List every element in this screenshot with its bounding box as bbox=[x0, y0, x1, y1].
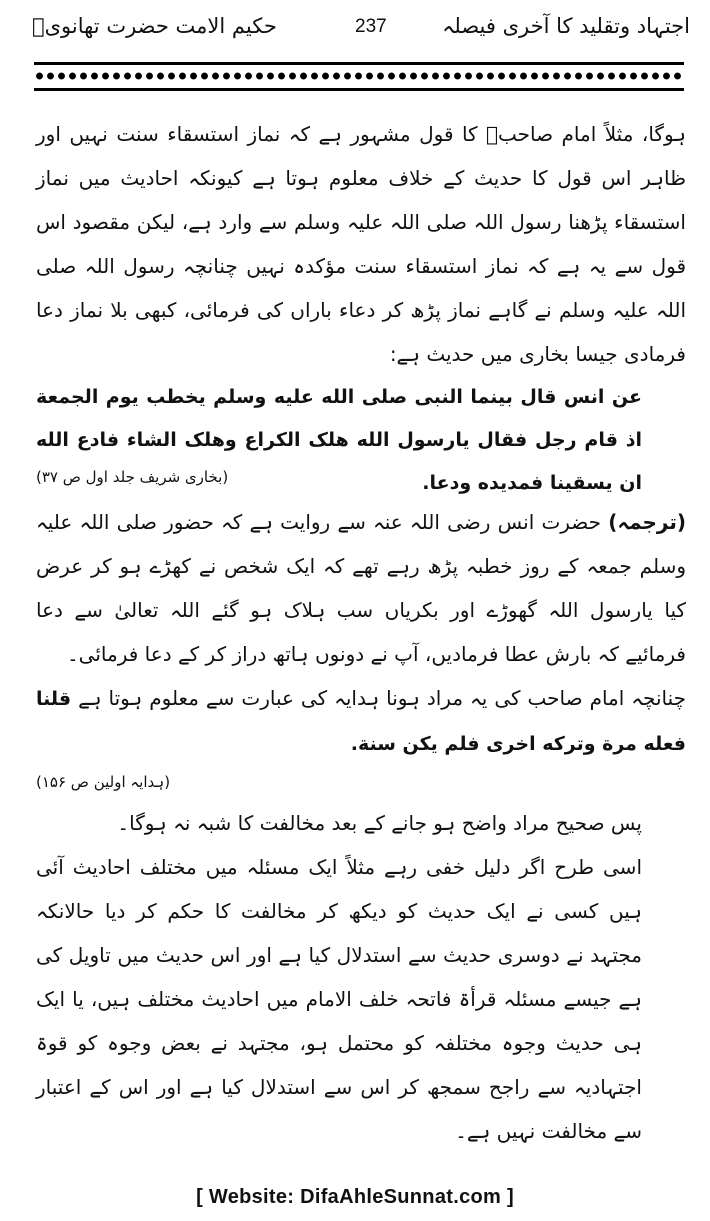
website-footer: [ Website: DifaAhleSunnat.com ] bbox=[196, 1186, 514, 1208]
translation bbox=[36, 500, 686, 676]
arabic-hadith: عن انس قال بينما النبی صلی الله عليه وسلم يخطب يوم الجمعة اذ قام رجل فقال يارسول الله هلک الکراع وهلک الشاء فادع الله ان يسقينا فمديده ودعا. bbox=[36, 386, 642, 494]
header-rule-dots bbox=[34, 71, 684, 81]
page-header bbox=[20, 14, 690, 54]
paragraph-2: چنانچہ امام صاحب کی یہ مراد ہونا ہدایہ کی عبارت سے معلوم ہوتا ہے قلنا فعله مرة وترکه اخری فلم يکن سنة. bbox=[36, 686, 686, 755]
page-body bbox=[36, 112, 686, 1153]
bukhari-reference: (بخاری شریف جلد اول ص ۳۷) bbox=[36, 468, 229, 486]
paragraph-1: ہوگا، مثلاً امام صاحبؒ کا قول مشہور ہے کہ نماز استسقاء سنت نہیں اور ظاہر اس قول کا حدیث کے خلاف معلوم ہوتا ہے کیونکہ احادیث میں نماز استسقاء پڑھنا رسول اللہ صلی اللہ علیہ وسلم سے وارد ہے، لیکن مقصود اس قول سے یہ ہے کہ نماز استسقاء سنت مؤکدہ نہیں چنانچہ رسول اللہ صلی اللہ علیہ وسلم نے گاہے نماز پڑھ کر دعاء باراں کی فرمائی، کبھی بلا نماز دعا فرمادی جیسا بخاری میں حدیث ہے: bbox=[36, 122, 686, 366]
author-title: حکیم الامت حضرت تھانویؒ bbox=[32, 14, 277, 38]
paragraph-4: اسی طرح اگر دلیل خفی رہے مثلاً ایک مسئلہ میں مختلف احادیث آئی ہیں کسی نے ایک حدیث کو دیکھ کر مخالفت کا حکم کر دیا حالانکہ مجتہد نے دوسری حدیث سے استدلال کیا ہے اور اس حدیث میں تاویل کی ہے جیسے مسئلہ قرأۃ فاتحہ خلف الامام میں احادیث مختلف ہیں، یا ایک ہی حدیث وجوہ مختلفہ کو محتمل ہو، مجتہد نے بعض وجوہ کو قوۃ اجتہادیہ سے راجح سمجھ کر اس سے استدلال کیا ہے اور اس کے اعتبار سے مخالفت نہیں ہے۔ bbox=[36, 855, 642, 1143]
hidaya-reference: (ہدایہ اولین ص ۱۵۶) bbox=[36, 773, 171, 791]
hidaya-quote: قلنا فعله مرة وترکه اخری فلم يکن سنة. bbox=[36, 688, 686, 755]
paragraph-3: پس صحیح مراد واضح ہو جانے کے بعد مخالفت کا شبہ نہ ہوگا۔ bbox=[117, 811, 642, 835]
book-section-title: اجتہاد وتقلید کا آخری فیصلہ bbox=[442, 14, 690, 38]
translation-text: حضرت انس رضی اللہ عنہ سے روایت ہے کہ حضور صلی اللہ علیہ وسلم جمعہ کے روز خطبہ پڑھ رہے تھے کہ ایک شخص نے کھڑے ہو کر عرض کیا یارسول اللہ گھوڑے اور بکریاں سب ہلاک ہو گئے اللہ تعالیٰ سے دعا فرمائیے کہ بارش عطا فرمادیں، آپ نے دونوں ہاتھ دراز کر کے دعا فرمائی۔ bbox=[36, 510, 686, 666]
translation-label: (ترجمہ) bbox=[608, 510, 686, 534]
header-rule-top bbox=[34, 62, 684, 65]
header-rule-bottom bbox=[34, 88, 684, 91]
page-number: 237 bbox=[355, 16, 387, 37]
